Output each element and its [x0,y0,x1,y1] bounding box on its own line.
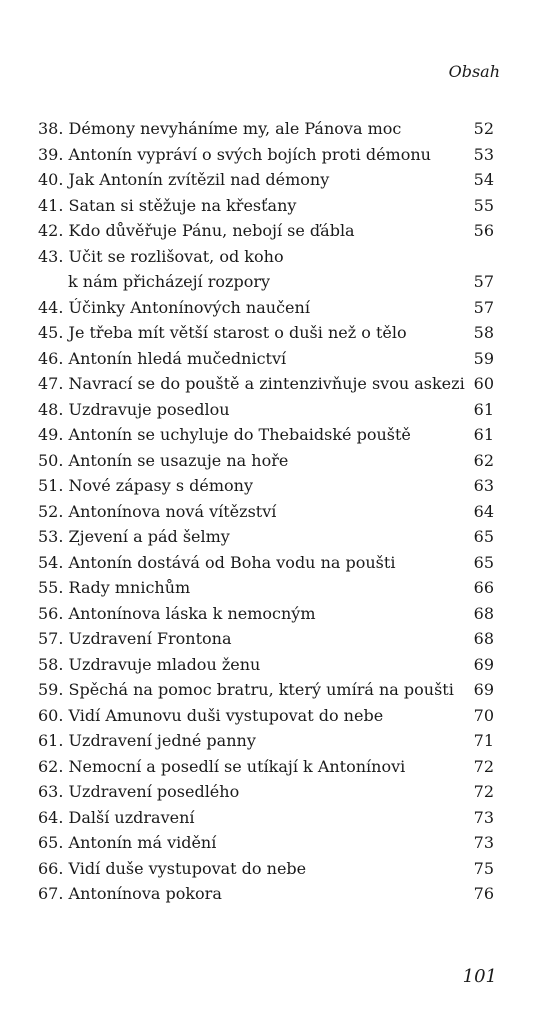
toc-entry-page: 66 [473,578,494,597]
toc-entry [38,754,494,780]
toc-entry [38,856,494,882]
toc-entry-title: 49. Antonín se uchyluje do Thebaidské pouště [38,425,411,444]
toc-entry-page: 71 [473,731,494,750]
toc-entry [38,779,494,805]
page-number: 101 [462,966,497,987]
toc-entry-page: 63 [473,476,494,495]
toc-entry [38,499,494,525]
toc-entry-page: 55 [473,195,494,215]
toc-entry-title: 50. Antonín se usazuje na hoře [38,450,289,470]
toc-entry-page: 61 [473,399,494,419]
toc-entry-title: 65. Antonín má vidění [38,833,217,852]
toc-entry-title: 53. Zjevení a pád šelmy [38,527,230,546]
toc-entry-title: 45. Je třeba mít větší starost o duši než o tělo [38,323,407,342]
toc-entry-page: 75 [473,858,494,878]
toc-entry-page: 54 [473,170,494,189]
toc-entry-page: 64 [473,501,494,521]
toc-entry-title: 67. Antonínova pokora [38,884,222,903]
toc-entry-title: 62. Nemocní a posedlí se utíkají k Antonínovi [38,756,406,776]
toc-entry-title: 48. Uzdravuje posedlou [38,399,230,419]
toc-entry-title: 52. Antonínova nová vítězství [38,501,277,521]
toc-entry-page: 65 [473,527,494,546]
toc-entry-page: 65 [473,552,494,572]
toc-entry-page: 72 [473,756,494,776]
toc-entry-title: 54. Antonín dostává od Boha vodu na poušti [38,552,396,572]
toc-entry-page: 53 [473,144,494,164]
toc-entry-title: 63. Uzdravení posedlého [38,782,240,801]
toc-entry-title: 40. Jak Antonín zvítězil nad démony [38,170,330,189]
toc-entry [38,550,494,576]
toc-entry-title: 64. Další uzdravení [38,807,195,827]
toc-entry [38,346,494,372]
toc-entry-title: 51. Nové zápasy s démony [38,476,253,495]
toc-entry-page: 68 [473,629,494,648]
toc-entry-title: 47. Navrací se do pouště a zintenzivňuje svou askezi [38,374,465,393]
toc-entry [38,295,494,321]
toc-entry-page: 59 [473,348,494,368]
toc-entry [38,575,494,601]
toc-entry-page: 72 [473,782,494,801]
toc-entry-title: 55. Rady mnichům [38,578,191,597]
toc-entry [38,167,494,193]
toc-entry-page: 69 [473,680,494,699]
toc-entry [38,881,494,907]
toc-entry-title: 46. Antonín hledá mučednictví [38,348,287,368]
toc-entry [38,397,494,423]
toc-entry-title: 61. Uzdravení jedné panny [38,731,256,750]
toc-entry [38,244,494,295]
toc-entry-page: 58 [473,323,494,342]
toc-entry-page: 57 [473,272,494,291]
running-header: Obsah [448,62,500,81]
toc-entry-title: 60. Vidí Amunovu duši vystupovat do nebe [38,705,384,725]
toc-entry-title: 39. Antonín vypráví o svých bojích proti démonu [38,144,431,164]
toc-entry [38,626,494,652]
toc-entry-page: 69 [473,654,494,674]
toc-entry-title: 66. Vidí duše vystupovat do nebe [38,858,307,878]
toc-entry-page: 62 [473,450,494,470]
toc-entry-page: 68 [473,603,494,623]
toc-entry-page: 73 [473,833,494,852]
toc-entry-page: 61 [473,425,494,444]
toc-entry-page: 52 [473,119,494,138]
toc-entry-page: 76 [473,884,494,903]
toc-entry-title: 43. Učit se rozlišovat, od koho [38,246,284,266]
toc-entry-page: 73 [473,807,494,827]
toc-entry [38,728,494,754]
toc-entry-page: 56 [473,221,494,240]
toc-entry [38,320,494,346]
toc-entry-title-block [38,244,284,295]
toc-entry [38,142,494,168]
toc-entry [38,116,494,142]
toc-entry [38,448,494,474]
toc-entry-page: 57 [473,297,494,317]
toc-entry [38,805,494,831]
toc-entry-page: 60 [473,374,494,393]
toc-entry-title: 38. Démony nevyháníme my, ale Pánova moc [38,119,402,138]
toc-entry [38,371,494,397]
toc-entry [38,473,494,499]
toc-entry [38,218,494,244]
toc-entry [38,703,494,729]
toc-entry-title: 59. Spěchá na pomoc bratru, který umírá na poušti [38,680,454,699]
toc-entry [38,677,494,703]
toc-entry-page: 70 [473,705,494,725]
toc-entry [38,193,494,219]
toc-entry-title: 42. Kdo důvěřuje Pánu, nebojí se ďábla [38,221,355,240]
toc-entry-title: 56. Antonínova láska k nemocným [38,603,316,623]
toc-entry [38,652,494,678]
toc-entry-title: 44. Účinky Antonínových naučení [38,297,310,317]
table-of-contents [38,116,494,907]
toc-entry-title: 41. Satan si stěžuje na křesťany [38,195,297,215]
toc-entry-title: 58. Uzdravuje mladou ženu [38,654,261,674]
toc-entry [38,422,494,448]
toc-entry [38,524,494,550]
toc-entry [38,830,494,856]
toc-entry-title: 57. Uzdravení Frontona [38,629,232,648]
toc-entry-title-continuation: k nám přicházejí rozpory [68,272,271,291]
toc-entry [38,601,494,627]
